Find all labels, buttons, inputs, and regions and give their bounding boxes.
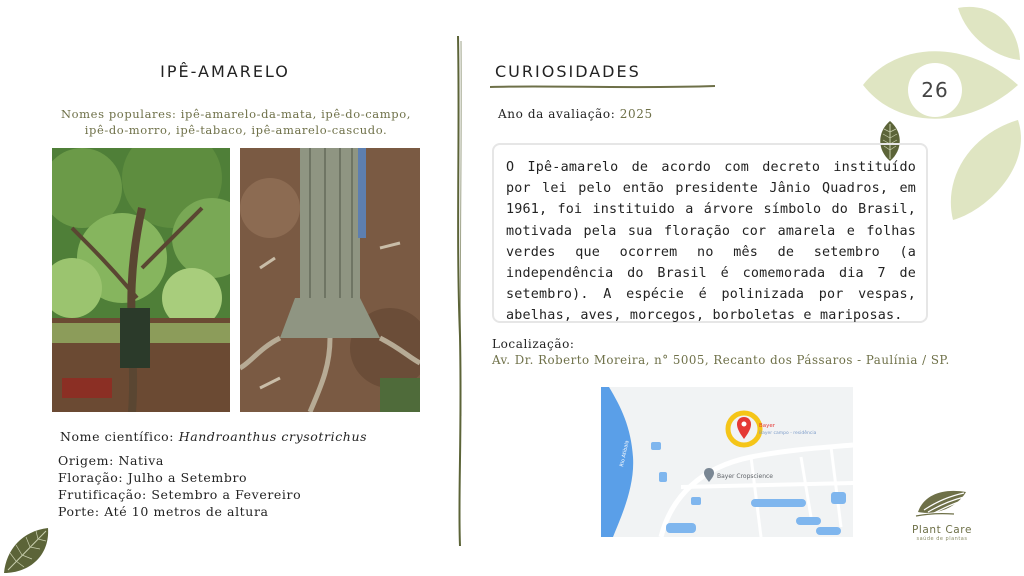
species-title: IPÊ-AMARELO	[160, 62, 290, 81]
fact-floracao: Floração: Julho a Setembro	[58, 470, 248, 485]
fact-porte: Porte: Até 10 metros de altura	[58, 504, 269, 519]
species-facts	[58, 452, 301, 520]
leaf-icon-bottom-left	[0, 525, 52, 576]
brand-logo	[902, 486, 982, 542]
evaluation-year-label: Ano da avaliação:	[498, 107, 620, 121]
tree-photo	[52, 148, 230, 412]
popular-names-line-2: ipê-do-morro, ipê-tabaco, ipê-amarelo-cascudo.	[84, 123, 388, 137]
map-pin-label: Bayer	[759, 423, 776, 429]
map-pin-sublabel: Bayer campo - residência	[759, 431, 817, 436]
location-label: Localização:	[492, 337, 575, 351]
column-divider	[450, 36, 470, 546]
curiosity-text: O Ipê-amarelo de acordo com decreto instituído por lei pelo então presidente Jânio Quadros, em 1961, foi instituido a árvore símbolo do Brasil, motivada pela sua floração cor amarela e folhas verdes que ocorrem no mês de setembro (a independência do Brasil é comemorada dia 7 de setembro). A espécie é polinizada por vespas, abelhas, aves, morcegos, borboletas e mariposas.	[506, 160, 916, 324]
map-place-label: Bayer Cropscience	[717, 473, 773, 480]
evaluation-year-value: 2025	[619, 107, 653, 121]
title-underline	[490, 84, 715, 90]
scientific-name-label: Nome científico:	[60, 429, 179, 444]
popular-names	[40, 106, 432, 138]
fact-frutificacao: Frutificação: Setembro a Fevereiro	[58, 487, 302, 502]
evaluation-year	[498, 107, 653, 121]
scientific-name: Handroanthus crysotrichus	[178, 429, 368, 444]
scientific-name-line	[60, 429, 367, 444]
brand-name: Plant Care	[911, 524, 973, 536]
location-address: Av. Dr. Roberto Moreira, n° 5005, Recanto dos Pássaros - Paulínia / SP.	[492, 353, 950, 367]
page-number: 26	[908, 63, 962, 117]
fact-origem: Origem: Nativa	[58, 453, 164, 468]
trunk-photo	[240, 148, 420, 412]
section-title: CURIOSIDADES	[495, 62, 641, 81]
brand-tagline: saúde de plantas	[916, 536, 968, 542]
location-map[interactable]	[601, 387, 853, 537]
map-road-label: Rio Atibaia	[619, 439, 631, 468]
popular-names-line-1: Nomes populares: ipê-amarelo-da-mata, ipê-do-campo,	[60, 107, 411, 121]
curiosity-box	[492, 143, 928, 323]
brand-leaf-icon	[914, 486, 970, 518]
